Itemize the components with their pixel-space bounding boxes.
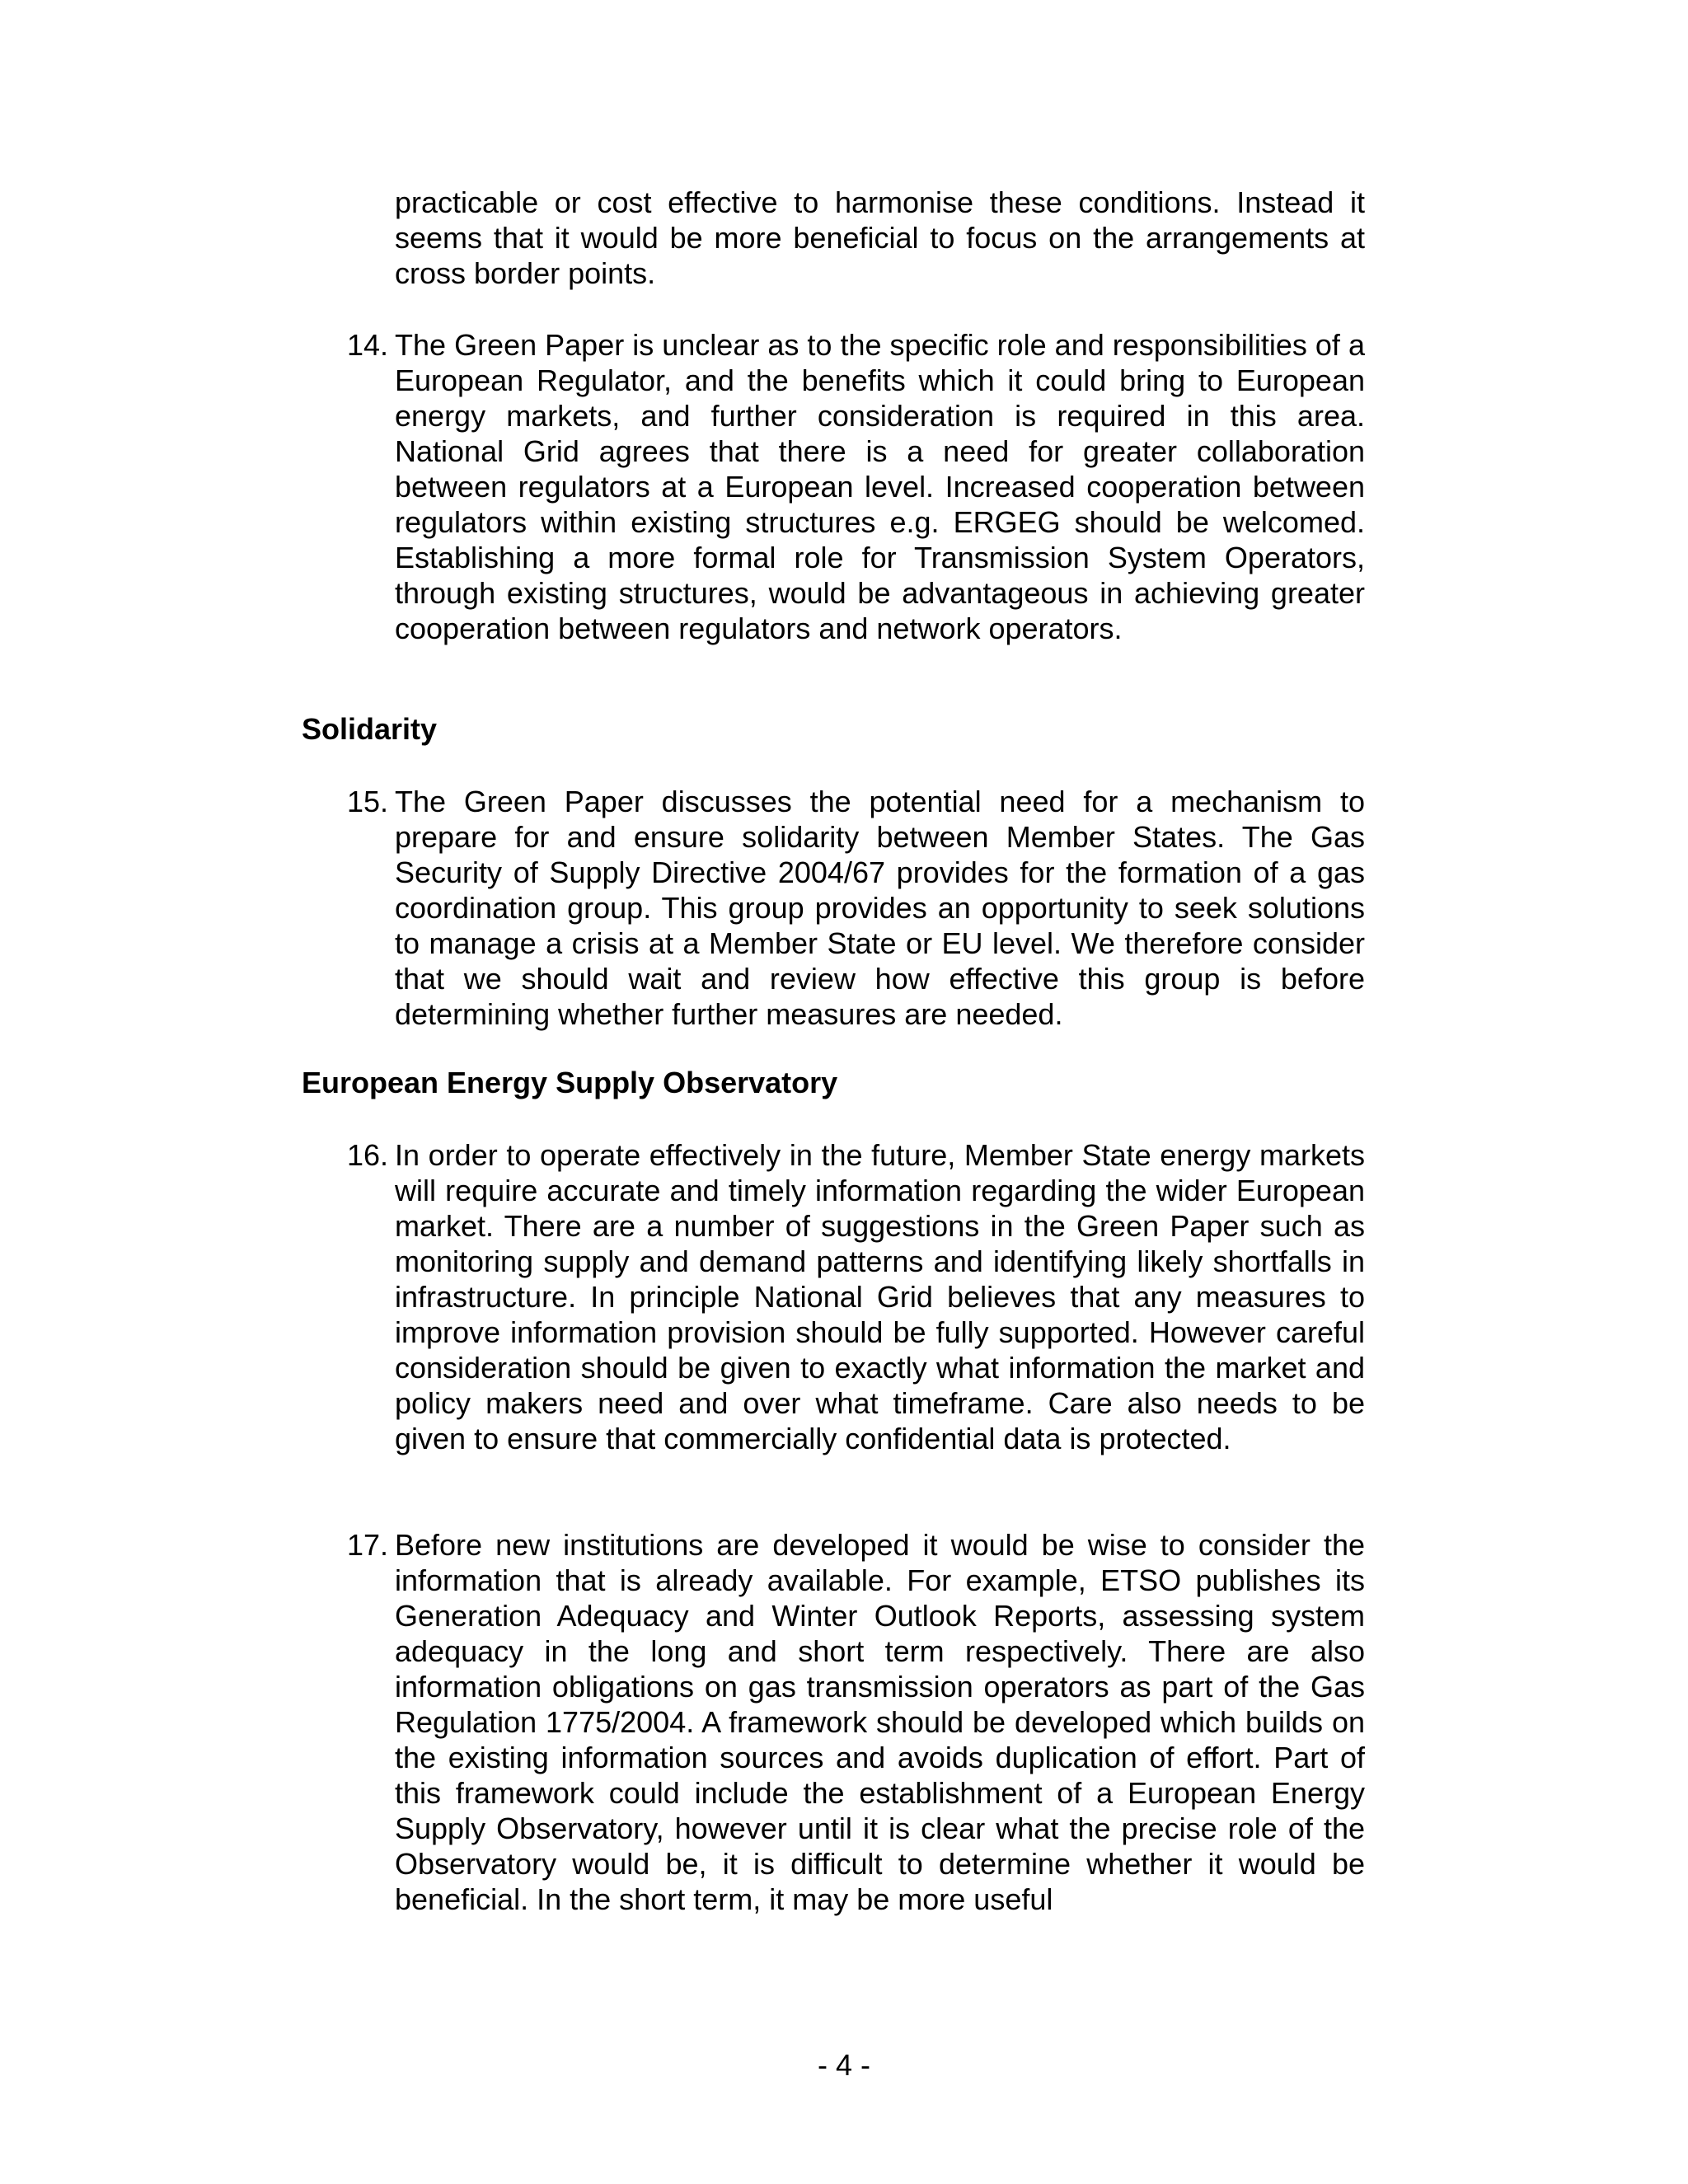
section-heading-observatory: European Energy Supply Observatory — [302, 1066, 838, 1099]
paragraph-text: The Green Paper discusses the potential need for a mechanism to prepare for and ensure solidarity between Member States. The Gas Security of Supply Directive 2004/67 provides for the formation of a gas coordination group. This group provides an opportunity to seek solutions to manage a crisis at a Member State or EU level. We therefore consider that we should wait and review how effective this group is before determining whether further measures are needed. — [395, 785, 1365, 1031]
paragraph-number: 17. — [347, 1528, 389, 1562]
paragraph-text: The Green Paper is unclear as to the specific role and responsibilities of a European Regulator, and the benefits which it could bring to European energy markets, and further consideration is required in this area. National Grid agrees that there is a need for greater collaboration between regulators at a European level. Increased cooperation between regulators within existing structures e.g. ERGEG should be welcomed. Establishing a more formal role for Transmission System Operators, through existing structures, would be advantageous in achieving greater cooperation between regulators and network operators. — [395, 328, 1365, 645]
continuation-paragraph: practicable or cost effective to harmonise these conditions. Instead it seems that it would be more beneficial to focus on the arrangements at cross border points. — [395, 185, 1365, 290]
paragraph-number: 16. — [347, 1138, 389, 1172]
numbered-paragraph-15 — [347, 784, 1365, 1032]
paragraph-number: 14. — [347, 328, 389, 362]
paragraph-number: 15. — [347, 785, 389, 818]
page-number: - 4 - — [817, 2048, 870, 2082]
paragraph-text: In order to operate effectively in the future, Member State energy markets will require accurate and timely information regarding the wider European market. There are a number of suggestions in the Green Paper such as monitoring supply and demand patterns and identifying likely shortfalls in infrastructure. In principle National Grid believes that any measures to improve information provision should be fully supported. However careful consideration should be given to exactly what information the market and policy makers need and over what timeframe. Care also needs to be given to ensure that commercially confidential data is protected. — [395, 1138, 1365, 1455]
numbered-paragraph-14 — [347, 327, 1365, 646]
section-heading-solidarity: Solidarity — [302, 712, 438, 746]
numbered-paragraph-16 — [347, 1137, 1365, 1456]
numbered-paragraph-17 — [347, 1527, 1365, 1917]
paragraph-text: Before new institutions are developed it would be wise to consider the information that is already available. For example, ETSO publishes its Generation Adequacy and Winter Outlook Reports, assessing system adequacy in the long and short term respectively. There are also information obligations on gas transmission operators as part of the Gas Regulation 1775/2004. A framework should be developed which builds on the existing information sources and avoids duplication of effort. Part of this framework could include the establishment of a European Energy Supply Observatory, however until it is clear what the precise role of the Observatory would be, it is difficult to determine whether it would be beneficial. In the short term, it may be more useful — [395, 1528, 1365, 1916]
